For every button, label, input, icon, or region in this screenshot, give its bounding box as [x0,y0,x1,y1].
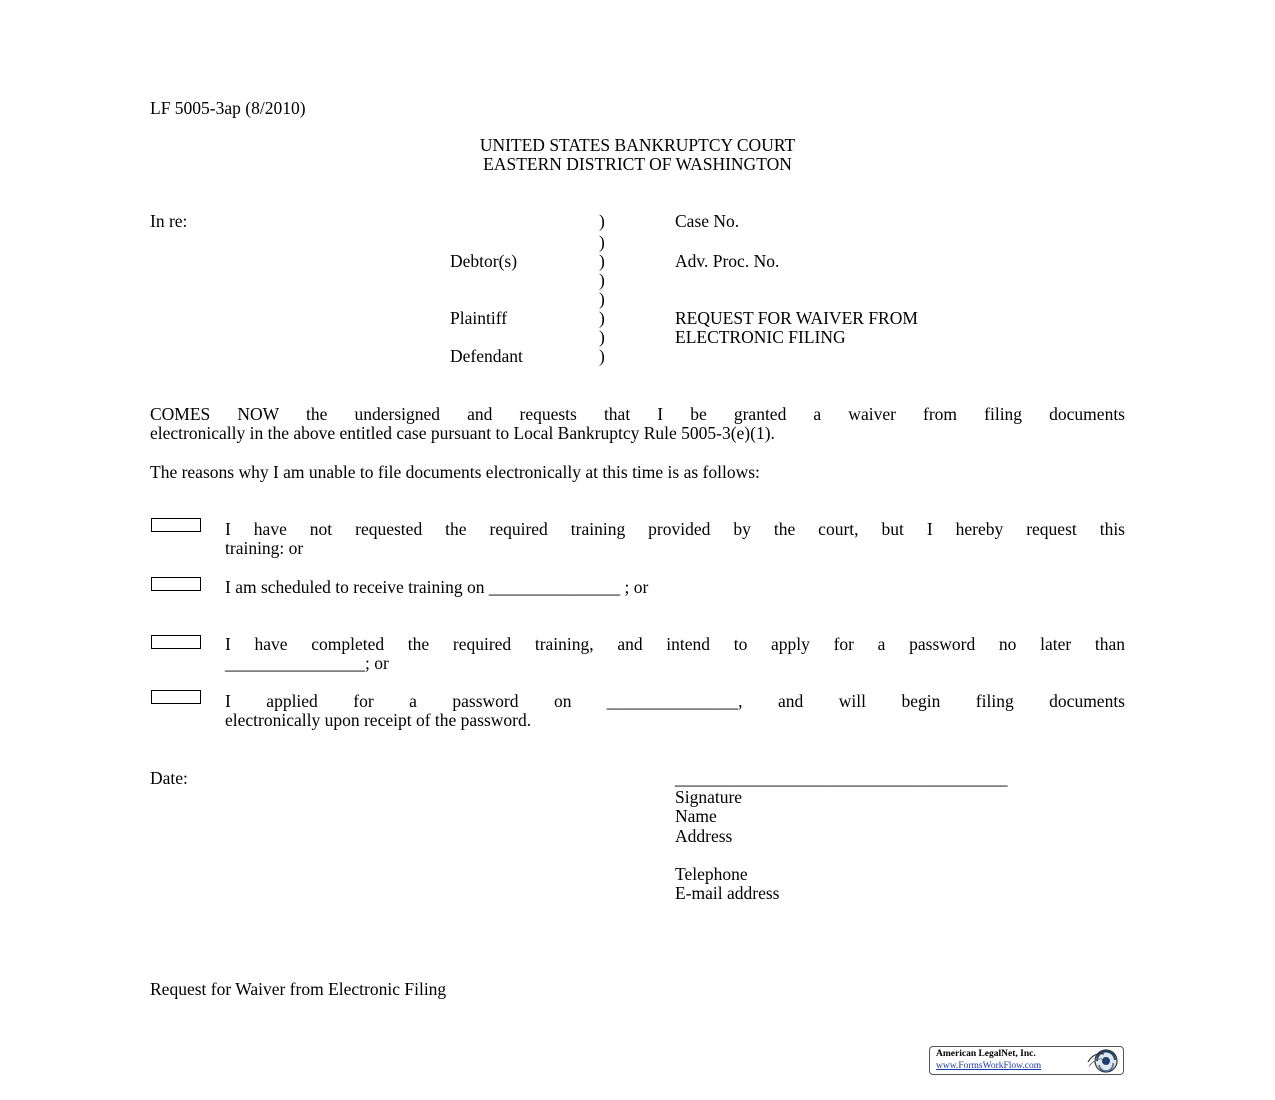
caption-paren: ) [599,346,605,366]
caption-paren: ) [599,232,605,252]
intro-line: COMES NOW the undersigned and requests that I be granted a waiver from filing documents [150,404,1125,424]
document-title-line1: REQUEST FOR WAIVER FROM [675,308,918,328]
option-line: I have not requested the required training provided by the court, but I hereby request this [225,519,1125,539]
intro-line: electronically in the above entitled case pursuant to Local Bankruptcy Rule 5005-3(e)(1). [150,423,775,443]
signature-label: Signature [675,787,743,807]
option-line: ________________; or [225,653,389,673]
option-2-text: I am scheduled to receive training on _______________ ; or [225,577,649,597]
name-label: Name [675,806,717,826]
intro-paragraph [150,405,1125,443]
option-line: I applied for a password on _______________, and will begin filing documents [225,691,1125,711]
date-label: Date: [150,768,188,788]
court-district: EASTERN DISTRICT OF WASHINGTON [483,154,792,174]
form-id: LF 5005-3ap (8/2010) [150,98,306,118]
caption-paren: ) [599,308,605,328]
in-re-label: In re: [150,211,188,231]
reasons-statement: The reasons why I am unable to file documents electronically at this time is as follows: [150,462,760,482]
address-label: Address [675,826,733,846]
document-title-line2: ELECTRONIC FILING [675,327,846,347]
caption-paren: ) [599,251,605,271]
caption-paren: ) [599,211,605,231]
option-line: electronically upon receipt of the password. [225,710,532,730]
option-1-checkbox[interactable] [151,518,201,532]
telephone-label: Telephone [675,864,748,884]
logo-company-name: American LegalNet, Inc. [936,1049,1036,1059]
signature-line[interactable]: ______________________________________ [675,768,1008,788]
option-1-text [225,520,1125,558]
american-legalnet-logo[interactable] [929,1046,1124,1075]
caption-paren: ) [599,270,605,290]
adv-proc-no-label: Adv. Proc. No. [675,251,780,271]
court-name: UNITED STATES BANKRUPTCY COURT [479,135,796,155]
caption-paren: ) [599,327,605,347]
option-4-text [225,692,1125,730]
option-4-checkbox[interactable] [151,690,201,704]
caption-paren: ) [599,289,605,309]
plaintiff-label: Plaintiff [450,308,508,328]
option-3-checkbox[interactable] [151,635,201,649]
logo-url-link[interactable]: www.FormsWorkFlow.com [936,1061,1042,1071]
option-line: I have completed the required training, and intend to apply for a password no later than [225,634,1125,654]
case-no-label: Case No. [675,211,740,231]
option-2-checkbox[interactable] [151,577,201,591]
option-3-text [225,635,1125,673]
email-label: E-mail address [675,883,780,903]
footer-title: Request for Waiver from Electronic Filing [150,979,447,999]
option-line: training: or [225,538,304,558]
globe-swirl-icon [1086,1048,1121,1074]
debtor-label: Debtor(s) [450,251,518,271]
defendant-label: Defendant [450,346,523,366]
